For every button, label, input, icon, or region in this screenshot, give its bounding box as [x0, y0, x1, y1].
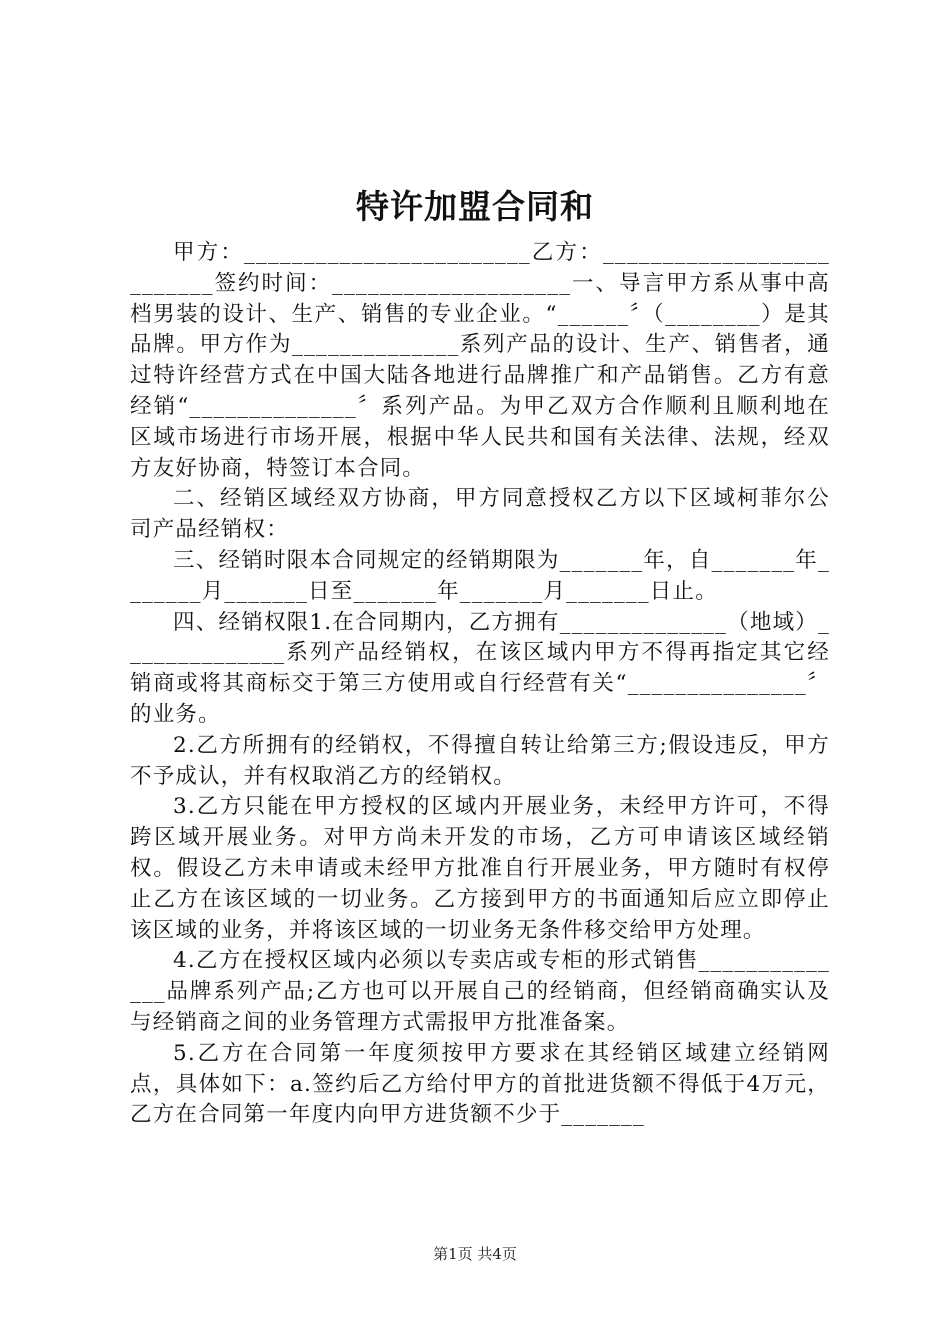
paragraph-rights-1: 四、经销权限1.在合同期内，乙方拥有______________（地域）______________系列产品经销权，在该区域内甲方不得再指定其它经销商或将其商标交于第三方使用或自行经营有关“_______________〞的业务。: [130, 609, 830, 727]
page-footer: 第1页 共4页: [433, 1245, 517, 1263]
document-title: 特许加盟合同和: [356, 187, 594, 226]
paragraph-rights-5: 5.乙方在合同第一年度须按甲方要求在其经销区域建立经销网点，具体如下：a.签约后乙方给付甲方的首批进货额不得低于4万元，乙方在合同第一年度内向甲方进货额不少于_______: [130, 1040, 830, 1128]
paragraph-rights-4: 4.乙方在授权区域内必须以专卖店或专柜的形式销售______________品牌系列产品;乙方也可以开展自己的经销商，但经销商确实认及与经销商之间的业务管理方式需报甲方批准备案。: [130, 948, 830, 1035]
paragraph-intro: 甲方：________________________乙方：__________________________签约时间：____________________一、导言甲方系从事中高档男装的设计、生产、销售的专业企业。“______〞（________）是其品牌。甲方作为______________系列产品的设计、生产、销售者，通过特许经营方式在中国大陆各地进行品牌推广和产品销售。乙方有意经销“______________〞系列产品。为甲乙双方合作顺利且顺利地在区域市场进行市场开展，根据中华人民共和国有关法律、法规，经双方友好协商，特签订本合同。: [130, 240, 831, 481]
paragraph-rights-3: 3.乙方只能在甲方授权的区域内开展业务，未经甲方许可，不得跨区域开展业务。对甲方尚未开发的市场，乙方可申请该区域经销权。假设乙方未申请或未经甲方批准自行开展业务，甲方随时有权停止乙方在该区域的一切业务。乙方接到甲方的书面通知后应立即停止该区域的业务，并将该区域的一切业务无条件移交给甲方处理。: [130, 794, 830, 943]
paragraph-rights-2: 2.乙方所拥有的经销权，不得擅自转让给第三方;假设违反，甲方不予成认，并有权取消乙方的经销权。: [130, 732, 830, 789]
paragraph-sales-term: 三、经销时限本合同规定的经销期限为_______年，自_______年_______月_______日至_______年_______月_______日止。: [130, 547, 830, 604]
document-body: [130, 238, 830, 1131]
paragraph-sales-region: 二、经销区域经双方协商，甲方同意授权乙方以下区域柯菲尔公司产品经销权：: [130, 486, 830, 543]
